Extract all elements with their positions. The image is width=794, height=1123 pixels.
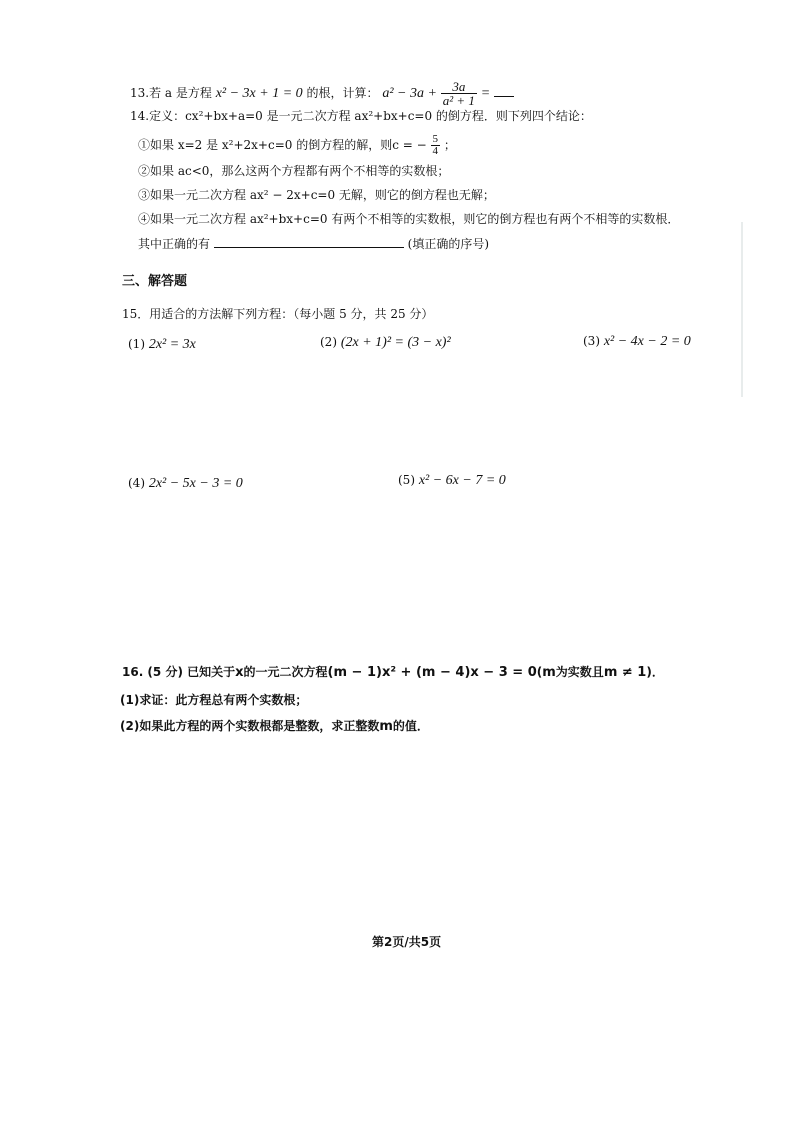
q15-problem-5-label: (5) [398, 473, 415, 487]
q13-mid: 的根，计算： [306, 86, 379, 100]
q13-answer-blank[interactable] [494, 96, 514, 97]
q14-answer-line [138, 236, 489, 252]
q14-answer-blank[interactable] [214, 247, 404, 248]
q14-statement-1-end: ； [443, 138, 456, 152]
q14-answer-suffix: (填正确的序号) [407, 237, 490, 251]
section-3-title: 三、解答题 [122, 274, 188, 289]
q16-stem [122, 664, 664, 681]
page-number: 第2页/共5页 [372, 935, 442, 949]
q14-statement-1-text: ①如果 x=2 是 x²+2x+c=0 的倒方程的解，则c = − [138, 138, 427, 152]
q16-stem-d: 为实数且 [555, 665, 604, 679]
q13-fraction [441, 80, 477, 107]
q13-equation: x² − 3x + 1 = 0 [215, 86, 303, 101]
q14-statement-4: ④如果一元二次方程 ax²+bx+c=0 有两个不相等的实数根，则它的倒方程也有两个不相等的实数根． [138, 212, 680, 226]
q14-fraction-denominator: 4 [432, 145, 439, 157]
q14-fraction-numerator: 5 [432, 133, 439, 145]
q14-statement-1 [138, 134, 456, 157]
q13-fraction-numerator: 3a [441, 80, 477, 94]
q16-part-2-m: m [379, 719, 393, 734]
q13-expression: a² − 3a + [382, 86, 437, 101]
q16-part-2-b: 的值． [392, 719, 429, 733]
q15-problem-3-label: (3) [583, 334, 600, 348]
q15-intro: 15．用适合的方法解下列方程：（每小题 5 分，共 25 分） [122, 307, 434, 321]
q15-problem-2-label: (2) [320, 335, 337, 349]
q16-equation: (m − 1)x² + (m − 4)x − 3 = 0 [327, 665, 537, 680]
q15-problem-4 [128, 475, 243, 492]
q14-statement-3: ③如果一元二次方程 ax² − 2x+c=0 无解，则它的倒方程也无解； [138, 188, 495, 202]
q15-problem-5-equation: x² − 6x − 7 = 0 [418, 473, 506, 488]
q14-answer-prefix: 其中正确的有 [138, 237, 211, 251]
q16-condition: m ≠ 1 [603, 665, 647, 680]
q15-problem-3 [583, 333, 691, 350]
q15-problem-5 [398, 472, 506, 489]
q15-problem-2-equation: (2x + 1)² = (3 − x)² [340, 335, 451, 350]
q16-stem-x: x [235, 665, 244, 680]
q16-part-2 [120, 718, 429, 735]
q15-problem-4-equation: 2x² − 5x − 3 = 0 [148, 476, 243, 491]
q15-problem-2 [320, 334, 451, 351]
q16-stem-a: 16. (5 分) 已知关于 [122, 665, 236, 679]
q15-problem-3-equation: x² − 4x − 2 = 0 [603, 334, 691, 349]
q16-part-2-a: (2)如果此方程的两个实数根都是整数，求正整数 [120, 719, 380, 733]
q16-stem-e: )． [646, 665, 664, 679]
q16-part-1: (1)求证：此方程总有两个实数根； [120, 693, 308, 707]
q13-prefix: 13.若 a 是方程 [130, 86, 212, 100]
q15-problem-1 [128, 336, 196, 353]
scan-edge-artifact [741, 222, 743, 397]
q15-problem-4-label: (4) [128, 476, 145, 490]
q14-statement-2: ②如果 ac<0，那么这两个方程都有两个不相等的实数根； [138, 164, 450, 178]
q13-fraction-denominator: a² + 1 [442, 93, 475, 108]
q16-stem-m: m [542, 665, 556, 680]
q15-problem-1-equation: 2x² = 3x [148, 337, 196, 352]
q14-definition: 14.定义：cx²+bx+a=0 是一元二次方程 ax²+bx+c=0 的倒方程．则下列四个结论： [130, 109, 592, 123]
q13-line [130, 80, 514, 107]
q16-stem-b: 的一元二次方程 [243, 665, 328, 679]
q14-statement-1-fraction [431, 134, 441, 157]
q15-problem-1-label: (1) [128, 337, 145, 351]
q16-stem-c: ( [536, 665, 543, 679]
q13-equals: = [480, 86, 491, 101]
